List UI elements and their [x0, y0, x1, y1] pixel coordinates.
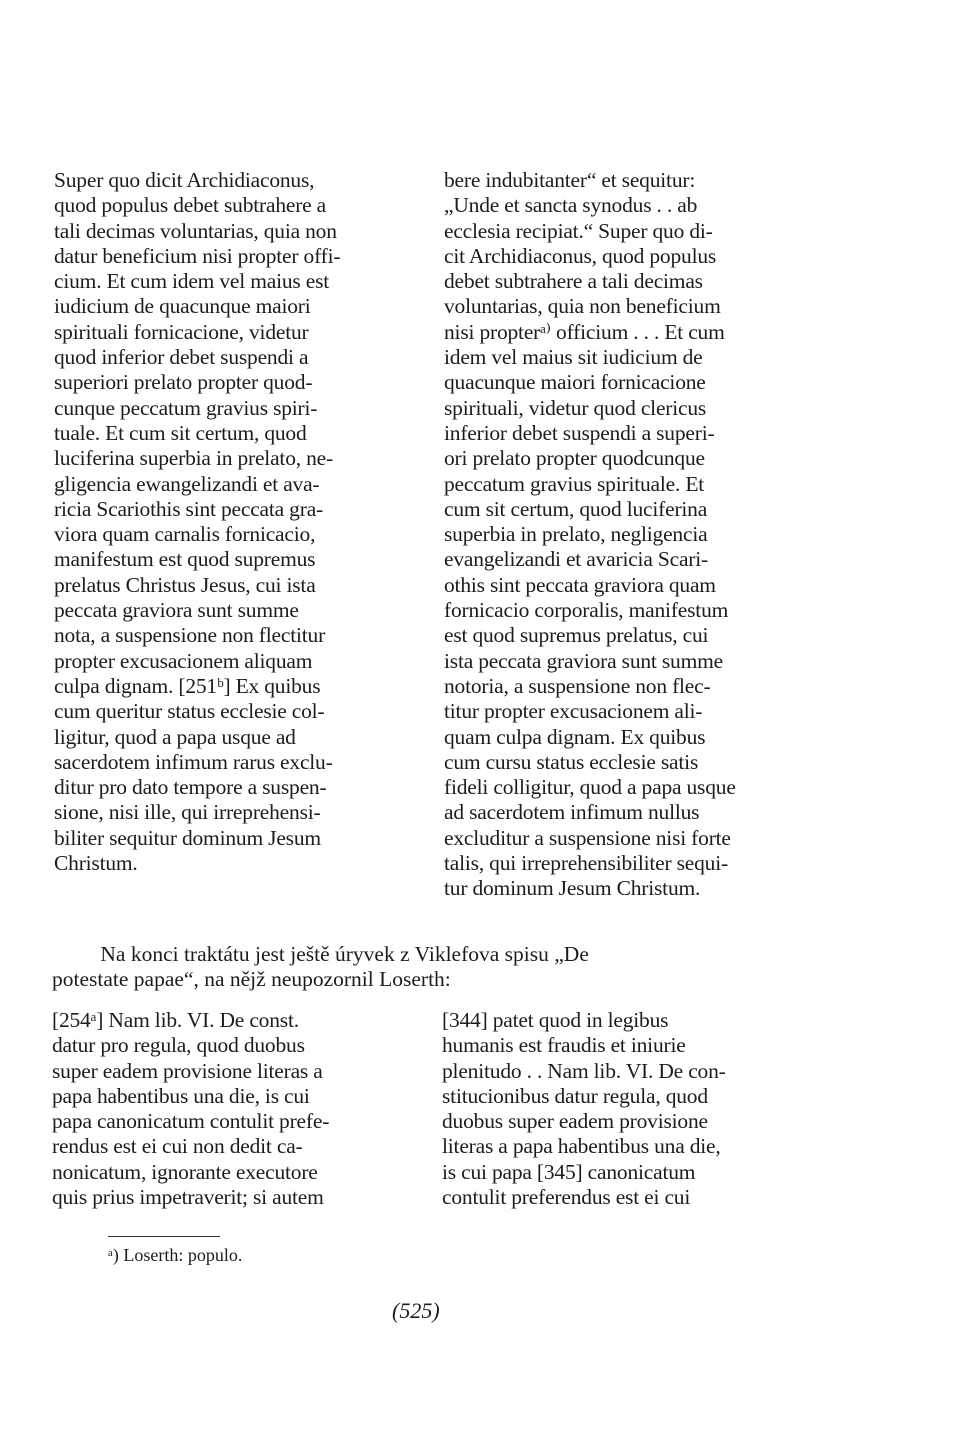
text-line: evangelizandi et avaricia Scari-	[444, 547, 708, 572]
text-line: gligencia ewangelizandi et ava-	[54, 471, 320, 496]
text-line: quod inferior debet suspendi a	[54, 345, 309, 370]
text-line: debet subtrahere a tali decimas	[444, 269, 703, 294]
text-line: cunque peccatum gravius spiri-	[54, 395, 318, 420]
text-line: stitucionibus datur regula, quod	[442, 1083, 708, 1108]
text-line: ricia Scariothis sint peccata gra-	[54, 496, 323, 521]
text-line: culpa dignam. [251ᵇ] Ex quibus	[54, 673, 321, 698]
text-line: datur beneficium nisi propter offi-	[54, 243, 341, 268]
text-line: superiori prelato propter quod-	[54, 370, 313, 395]
text-line: fornicacio corporalis, manifestum	[444, 598, 729, 623]
text-line: quod populus debet subtrahere a	[54, 193, 327, 218]
text-line: cum queritur status ecclesie col-	[54, 699, 325, 724]
text-line: excluditur a suspensione nisi forte	[444, 825, 731, 850]
text-line: tali decimas voluntarias, quia non	[54, 218, 337, 243]
text-line: [344] patet quod in legibus	[442, 1008, 669, 1032]
right-column-bottom	[442, 1008, 726, 1210]
text-line: cium. Et cum idem vel maius est	[54, 269, 330, 294]
text-line: fideli colligitur, quod a papa usque	[444, 775, 736, 800]
text-line: quis prius impetraverit; si autem	[52, 1185, 324, 1210]
text-line: plenitudo . . Nam lib. VI. De con-	[442, 1058, 726, 1083]
text-line: tur dominum Jesum Christum.	[444, 876, 701, 901]
text-line: is cui papa [345] canonicatum	[442, 1159, 696, 1184]
text-line: ori prelato propter quodcunque	[444, 446, 705, 471]
text-line: peccatum gravius spirituale. Et	[444, 471, 705, 496]
text-line: peccata graviora sunt summe	[54, 598, 299, 623]
text-line: luciferina superbia in prelato, ne-	[54, 446, 333, 471]
text-line: viora quam carnalis fornicacio,	[54, 522, 316, 547]
footnote-rule	[108, 1236, 220, 1237]
text-line: datur pro regula, quod duobus	[52, 1033, 305, 1058]
text-line: cum sit certum, quod luciferina	[444, 496, 708, 521]
text-line: est quod supremus prelatus, cui	[444, 623, 709, 648]
text-line: cum cursu status ecclesie satis	[444, 749, 699, 774]
text-line: quacunque maiori fornicacione	[444, 370, 706, 395]
text-line: [254ᵃ] Nam lib. VI. De const.	[52, 1008, 299, 1032]
text-line: titur propter excusacionem ali-	[444, 699, 703, 724]
text-line: ad sacerdotem infimum nullus	[444, 800, 700, 825]
text-line: iudicium de quacunque maiori	[54, 294, 311, 319]
text-line: rendus est ei cui non dedit ca-	[52, 1134, 303, 1159]
text-line: spirituali, videtur quod clericus	[444, 395, 707, 420]
text-line: tuale. Et cum sit certum, quod	[54, 420, 307, 445]
text-line: „Unde et sancta synodus . . ab	[444, 193, 698, 218]
text-line: prelatus Christus Jesus, cui ista	[54, 572, 316, 597]
right-column-top	[444, 168, 736, 902]
text-line: ligitur, quod a papa usque ad	[54, 724, 296, 749]
text-line: Na konci traktátu jest ještě úryvek z Viklefova spisu „De	[52, 942, 589, 966]
text-line: biliter sequitur dominum Jesum	[54, 825, 321, 850]
text-line: othis sint peccata graviora quam	[444, 572, 716, 597]
left-column-bottom	[52, 1008, 329, 1210]
text-line: nota, a suspensione non flectitur	[54, 623, 326, 648]
text-line: ditur pro dato tempore a suspen-	[54, 775, 327, 800]
text-line: nonicatum, ignorante executore	[52, 1159, 318, 1184]
text-line: propter excusacionem aliquam	[54, 648, 313, 673]
text-line: Christum.	[54, 851, 138, 876]
text-line: papa canonicatum contulit prefe-	[52, 1109, 330, 1134]
text-line: inferior debet suspendi a superi-	[444, 420, 715, 445]
text-line: idem vel maius sit iudicium de	[444, 345, 703, 370]
text-line: manifestum est quod supremus	[54, 547, 316, 572]
text-line: talis, qui irreprehensibiliter sequi-	[444, 851, 728, 876]
text-line: notoria, a suspensione non flec-	[444, 673, 711, 698]
text-line: literas a papa habentibus una die,	[442, 1134, 721, 1159]
footnote: ᵃ) Loserth: populo.	[108, 1245, 243, 1265]
text-line: superbia in prelato, negligencia	[444, 522, 708, 547]
text-line: super eadem provisione literas a	[52, 1058, 323, 1083]
text-line: duobus super eadem provisione	[442, 1109, 708, 1134]
text-line: nisi propterᵃ⁾ officium . . . Et cum	[444, 319, 725, 344]
text-line: contulit preferendus est ei cui	[442, 1185, 691, 1210]
page-number: (525)	[392, 1298, 440, 1323]
text-line: cit Archidiaconus, quod populus	[444, 243, 717, 268]
text-line: Super quo dicit Archidiaconus,	[54, 168, 315, 192]
text-line: ista peccata graviora sunt summe	[444, 648, 723, 673]
text-line: bere indubitanter“ et sequitur:	[444, 168, 696, 192]
editorial-note	[52, 942, 589, 993]
text-line: spirituali fornicacione, videtur	[54, 319, 309, 344]
text-line: papa habentibus una die, is cui	[52, 1083, 310, 1108]
text-line: potestate papae“, na nějž neupozornil Loserth:	[52, 967, 451, 992]
left-column-top	[54, 168, 340, 876]
text-line: sacerdotem infimum rarus exclu-	[54, 749, 333, 774]
text-line: quam culpa dignam. Ex quibus	[444, 724, 706, 749]
text-line: humanis est fraudis et iniurie	[442, 1033, 686, 1058]
text-line: voluntarias, quia non beneficium	[444, 294, 721, 319]
text-line: sione, nisi ille, qui irreprehensi-	[54, 800, 321, 825]
text-line: ecclesia recipiat.“ Super quo di-	[444, 218, 713, 243]
